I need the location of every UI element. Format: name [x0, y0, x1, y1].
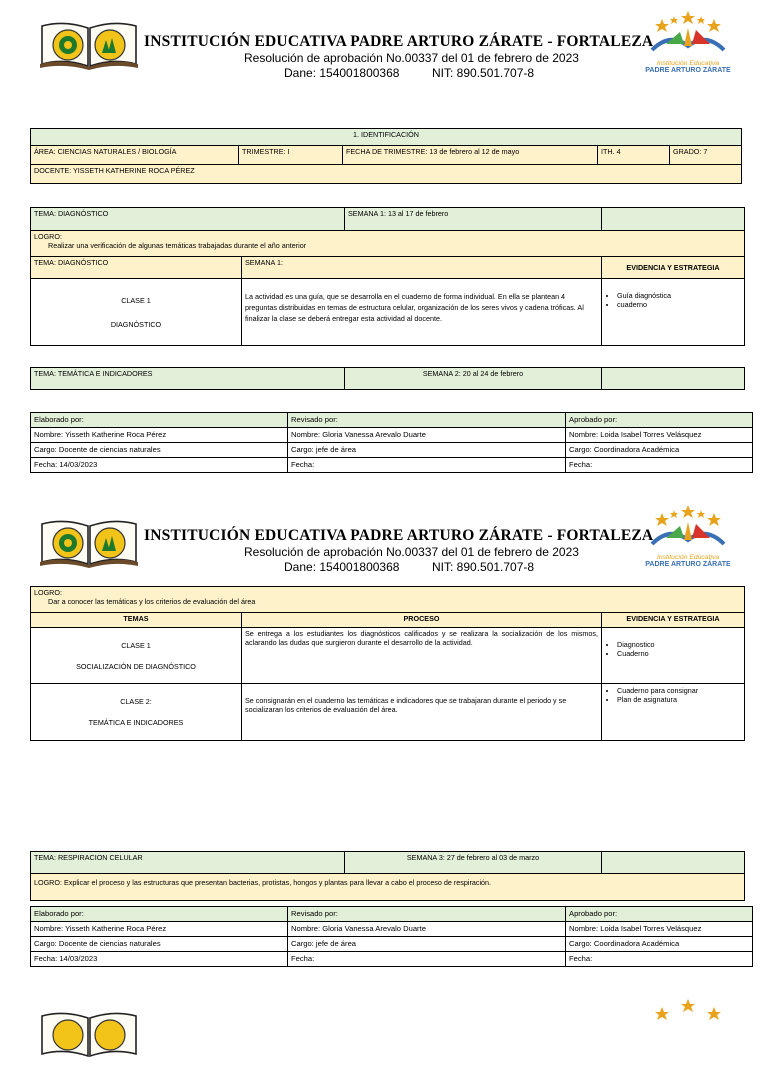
col-proceso: PROCESO	[242, 613, 602, 628]
clase1-title: CLASE 1	[121, 640, 151, 650]
week1-evidencia-item: • Guía diagnóstica	[617, 291, 741, 300]
clase1-cell	[31, 628, 242, 684]
institution-emblem-logo	[640, 504, 736, 566]
week2-table	[30, 367, 745, 390]
fecha-elaborado: Fecha: 14/03/2023	[31, 952, 288, 967]
cargo-revisado: Cargo: jefe de área	[288, 937, 566, 952]
clase2-cell	[31, 684, 242, 741]
week1-evidencia-header: EVIDENCIA Y ESTRATEGIA	[602, 257, 745, 279]
week1-logro	[31, 231, 745, 257]
clase2-proceso: Se consignarán en el cuaderno las temáticas e indicadores que se trabajaran durante el periodo y se socializaran los criterios de evaluación del área.	[242, 684, 602, 741]
col-evidencia: EVIDENCIA Y ESTRATEGIA	[602, 613, 745, 628]
institution-title: INSTITUCIÓN EDUCATIVA PADRE ARTURO ZÁRATE - FORTALEZA	[144, 527, 654, 544]
week1-evidencias	[602, 279, 745, 346]
emblem-line2: PADRE ARTURO ZÁRATE	[645, 67, 731, 74]
week3-semana: SEMANA 3: 27 de febrero al 03 de marzo	[345, 852, 602, 874]
nombre-elaborado: Nombre: Yisseth Katherine Roca Pérez	[31, 428, 288, 443]
week3-empty	[602, 852, 745, 874]
dane-text: Dane: 154001800368	[284, 560, 400, 574]
nit-text: NIT: 890.501.707-8	[432, 560, 535, 574]
signature-table-2	[30, 906, 753, 967]
revisado-label: Revisado por:	[288, 907, 566, 922]
institution-emblem-logo	[640, 998, 736, 1060]
ith-cell: ITH. 4	[598, 146, 670, 165]
school-crest-logo	[38, 18, 140, 70]
col-temas: TEMAS	[31, 613, 242, 628]
page2-logro-text: Dar a conocer las temáticas y los criterios de evaluación del área	[48, 597, 256, 606]
week2-semana: SEMANA 2: 20 al 24 de febrero	[345, 368, 602, 390]
fecha-aprobado: Fecha:	[566, 458, 753, 473]
week3-table	[30, 851, 745, 901]
week1-logro-label: LOGRO:	[34, 232, 62, 241]
week1-tema: TEMA: DIAGNÓSTICO	[31, 208, 345, 231]
week3-tema: TEMA: RESPIRACION CELULAR	[31, 852, 345, 874]
school-crest-logo	[38, 1008, 140, 1060]
area-cell: ÁREA: CIENCIAS NATURALES / BIOLOGÍA	[31, 146, 239, 165]
trimestre-cell: TRIMESTRE: I	[239, 146, 343, 165]
signature-table-1	[30, 412, 753, 473]
revisado-label: Revisado por:	[288, 413, 566, 428]
nit-text: NIT: 890.501.707-8	[432, 66, 535, 80]
week1-logro-text: Realizar una verificación de algunas temáticas trabajadas durante el año anterior	[48, 241, 307, 250]
docente-cell: DOCENTE: YISSETH KATHERINE ROCA PÉREZ	[31, 165, 742, 184]
clase1-proceso: Se entrega a los estudiantes los diagnósticos calificados y se realizara la socialización de los mismos, aclarando las dudas que surgieron durante el desarrollo de la actividad.	[242, 628, 602, 684]
clase2-evidencia-item: • Cuaderno para consignar	[617, 686, 741, 695]
week1-clase-title: CLASE 1	[121, 295, 151, 305]
elaborado-label: Elaborado por:	[31, 413, 288, 428]
institution-emblem-logo	[640, 10, 736, 72]
clase2-evidencia-item: • Plan de asignatura	[617, 695, 741, 704]
school-crest-logo	[38, 516, 140, 568]
clase1-evidencia-item: • Diagnostico	[617, 640, 741, 649]
cargo-elaborado: Cargo: Docente de ciencias naturales	[31, 937, 288, 952]
week1-table	[30, 207, 745, 346]
fecha-elaborado: Fecha: 14/03/2023	[31, 458, 288, 473]
clase2-title: CLASE 2:	[120, 697, 152, 706]
week1-empty	[602, 208, 745, 231]
resolution-text: Resolución de aprobación No.00337 del 01 de febrero de 2023	[244, 51, 579, 65]
fecha-revisado: Fecha:	[288, 952, 566, 967]
page2-logro	[31, 587, 745, 613]
clase2-name: TEMÁTICA E INDICADORES	[88, 718, 184, 727]
cargo-elaborado: Cargo: Docente de ciencias naturales	[31, 443, 288, 458]
week1-evidencia-item: • cuaderno	[617, 300, 741, 309]
week1-proceso: La actividad es una guía, que se desarrolla en el cuaderno de forma individual. En ella se plantean 4 preguntas distribuidas en temas de estructura celular, organización de los seres vivos y cadena tróficas. Al finalizar la clase se deberá entregar esta actividad al docente.	[242, 279, 602, 346]
fecha-revisado: Fecha:	[288, 458, 566, 473]
week1-semana: SEMANA 1: 13 al 17 de febrero	[345, 208, 602, 231]
nombre-elaborado: Nombre: Yisseth Katherine Roca Pérez	[31, 922, 288, 937]
week2-tema: TEMA: TEMÁTICA E INDICADORES	[31, 368, 345, 390]
nombre-revisado: Nombre: Gloria Vanessa Arevalo Duarte	[288, 428, 566, 443]
clase1-evidencias	[602, 628, 745, 684]
cargo-revisado: Cargo: jefe de área	[288, 443, 566, 458]
nombre-aprobado: Nombre: Loida Isabel Torres Velásquez	[566, 922, 753, 937]
week3-logro: LOGRO: Explicar el proceso y las estructuras que presentan bacterias, protistas, hongos y plantas para llevar a cabo el proceso de respiración.	[31, 874, 745, 901]
nombre-aprobado: Nombre: Loida Isabel Torres Velásquez	[566, 428, 753, 443]
emblem-line2: PADRE ARTURO ZÁRATE	[645, 561, 731, 568]
identification-table	[30, 128, 742, 184]
resolution-text: Resolución de aprobación No.00337 del 01 de febrero de 2023	[244, 545, 579, 559]
dane-text: Dane: 154001800368	[284, 66, 400, 80]
week1-semana2: SEMANA 1:	[242, 257, 602, 279]
fecha-trimestre-cell: FECHA DE TRIMESTRE: 13 de febrero al 12 de mayo	[343, 146, 598, 165]
week1-tema2: TEMA: DIAGNÓSTICO	[31, 257, 242, 279]
emblem-line1: Institución Educativa	[656, 60, 720, 67]
page2-logro-label: LOGRO:	[34, 588, 62, 597]
aprobado-label: Aprobado por:	[566, 413, 753, 428]
week1-clase-cell	[31, 279, 242, 346]
grado-cell: GRADO: 7	[670, 146, 742, 165]
cargo-aprobado: Cargo: Coordinadora Académica	[566, 443, 753, 458]
emblem-line1: Institución Educativa	[656, 554, 720, 561]
identification-title: 1. IDENTIFICACIÓN	[31, 129, 742, 146]
institution-title: INSTITUCIÓN EDUCATIVA PADRE ARTURO ZÁRATE - FORTALEZA	[144, 33, 654, 50]
week2-empty	[602, 368, 745, 390]
clase2-evidencias	[602, 684, 745, 741]
fecha-aprobado: Fecha:	[566, 952, 753, 967]
nombre-revisado: Nombre: Gloria Vanessa Arevalo Duarte	[288, 922, 566, 937]
elaborado-label: Elaborado por:	[31, 907, 288, 922]
clase1-evidencia-item: • Cuaderno	[617, 649, 741, 658]
aprobado-label: Aprobado por:	[566, 907, 753, 922]
clase1-name: SOCIALIZACIÓN DE DIAGNÓSTICO	[76, 661, 196, 671]
week1-clase-name: DIAGNÓSTICO	[110, 319, 162, 329]
cargo-aprobado: Cargo: Coordinadora Académica	[566, 937, 753, 952]
page2-classes-table	[30, 586, 745, 741]
